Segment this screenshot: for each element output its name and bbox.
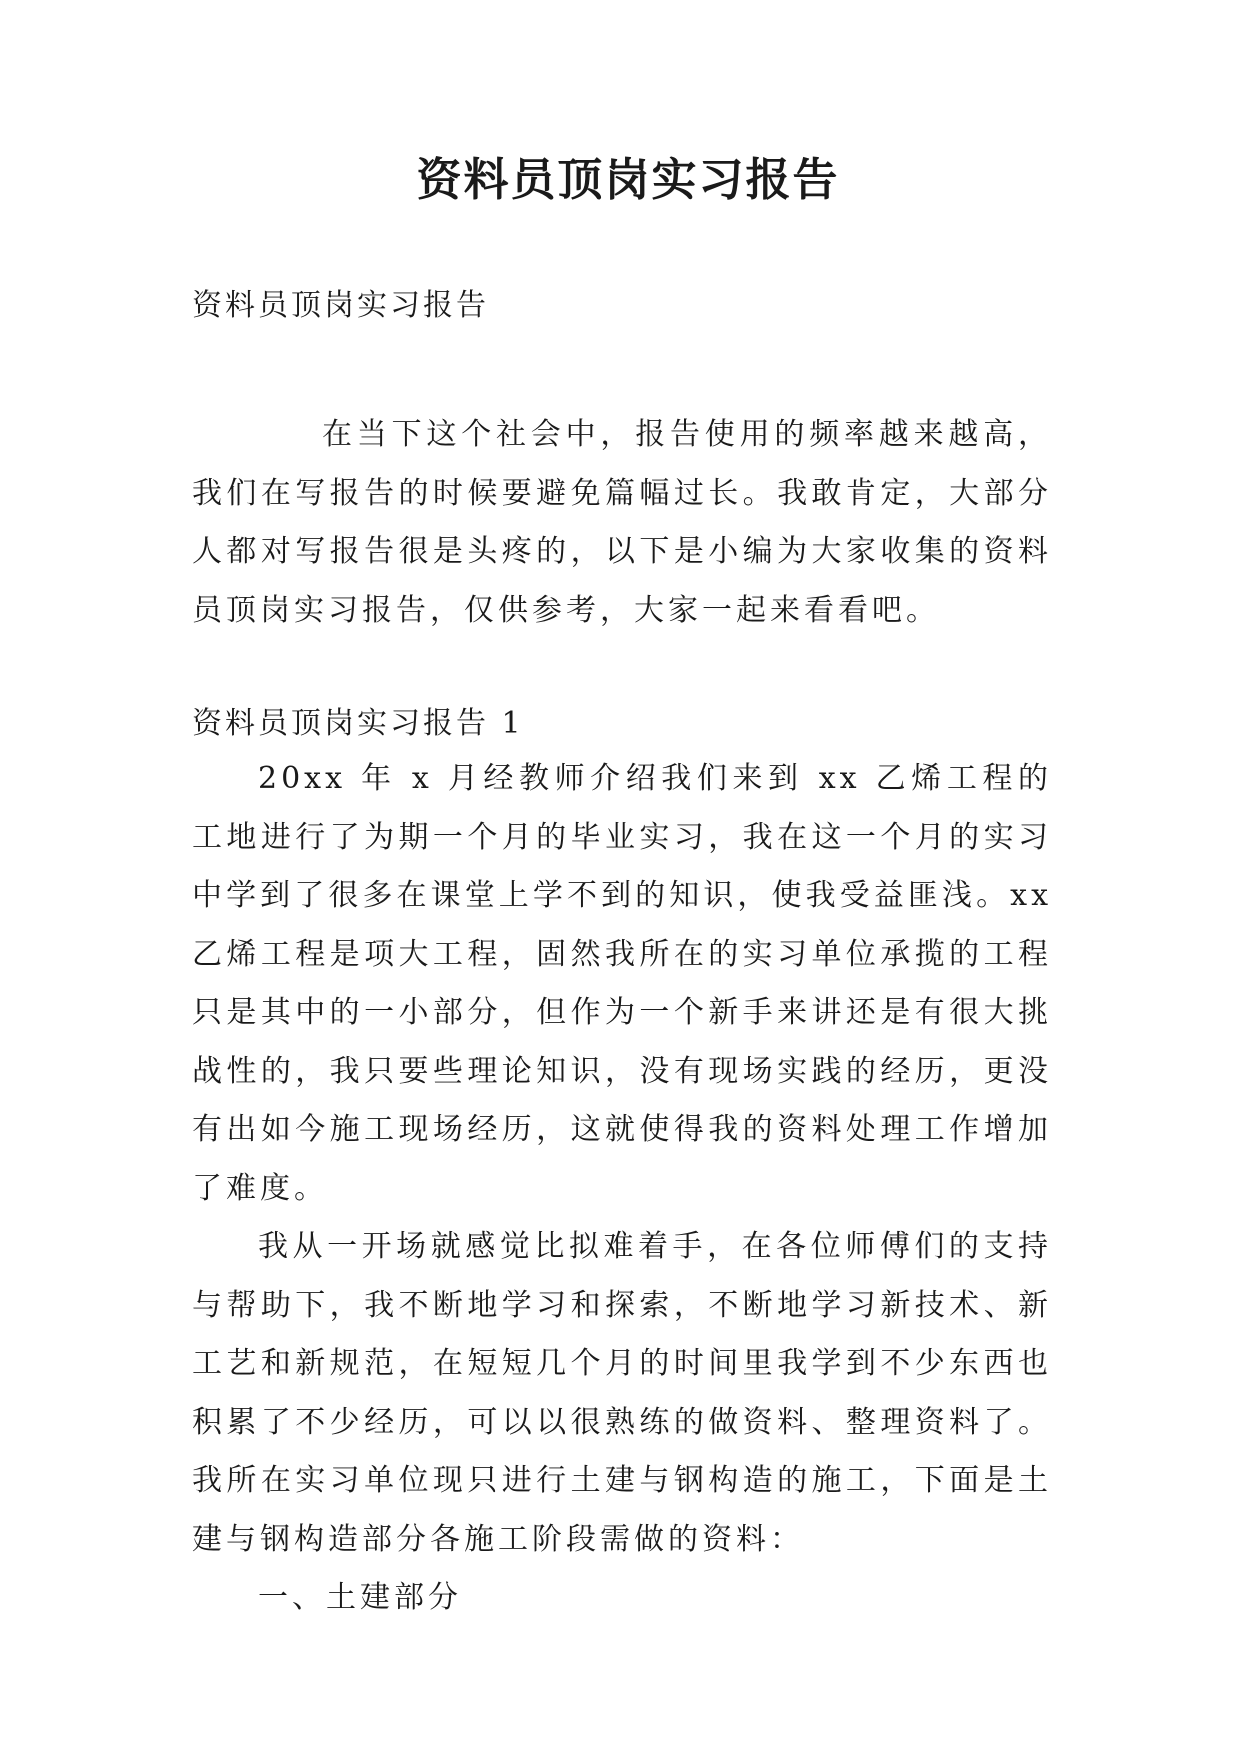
subsection-heading: 一、土建部分	[258, 1580, 462, 1615]
document-subtitle: 资料员顶岗实习报告	[192, 288, 489, 323]
body-paragraph: 我从一开场就感觉比拟难着手，在各位师傅们的支持与帮助下，我不断地学习和探索，不断地学习新技术、新工艺和新规范，在短短几个月的时间里我学到不少东西也积累了不少经历，可以以很熟练的做资料、整理资料了。我所在实习单位现只进行土建与钢构造的施工，下面是土建与钢构造部分各施工阶段需做的资料：	[192, 1229, 1052, 1557]
section-heading: 资料员顶岗实习报告 1	[192, 706, 524, 741]
body-text	[192, 750, 1052, 1628]
body-paragraph: 20xx 年 x 月经教师介绍我们来到 xx 乙烯工程的工地进行了为期一个月的毕业实习，我在这一个月的实习中学到了很多在课堂上学不到的知识，使我受益匪浅。xx 乙烯工程是项大工程，固然我所在的实习单位承揽的工程只是其中的一小部分，但作为一个新手来讲还是有很大挑战性的，我只要些理论知识，没有现场实践的经历，更没有出如今施工现场经历，这就使得我的资料处理工作增加了难度。	[192, 761, 1052, 1206]
document-title: 资料员顶岗实习报告	[416, 153, 840, 206]
document-page	[192, 150, 1052, 1615]
intro-paragraph: 在当下这个社会中，报告使用的频率越来越高，我们在写报告的时候要避免篇幅过长。我敢肯定，大部分人都对写报告很是头疼的，以下是小编为大家收集的资料员顶岗实习报告，仅供参考，大家一起来看看吧。	[192, 417, 1052, 628]
